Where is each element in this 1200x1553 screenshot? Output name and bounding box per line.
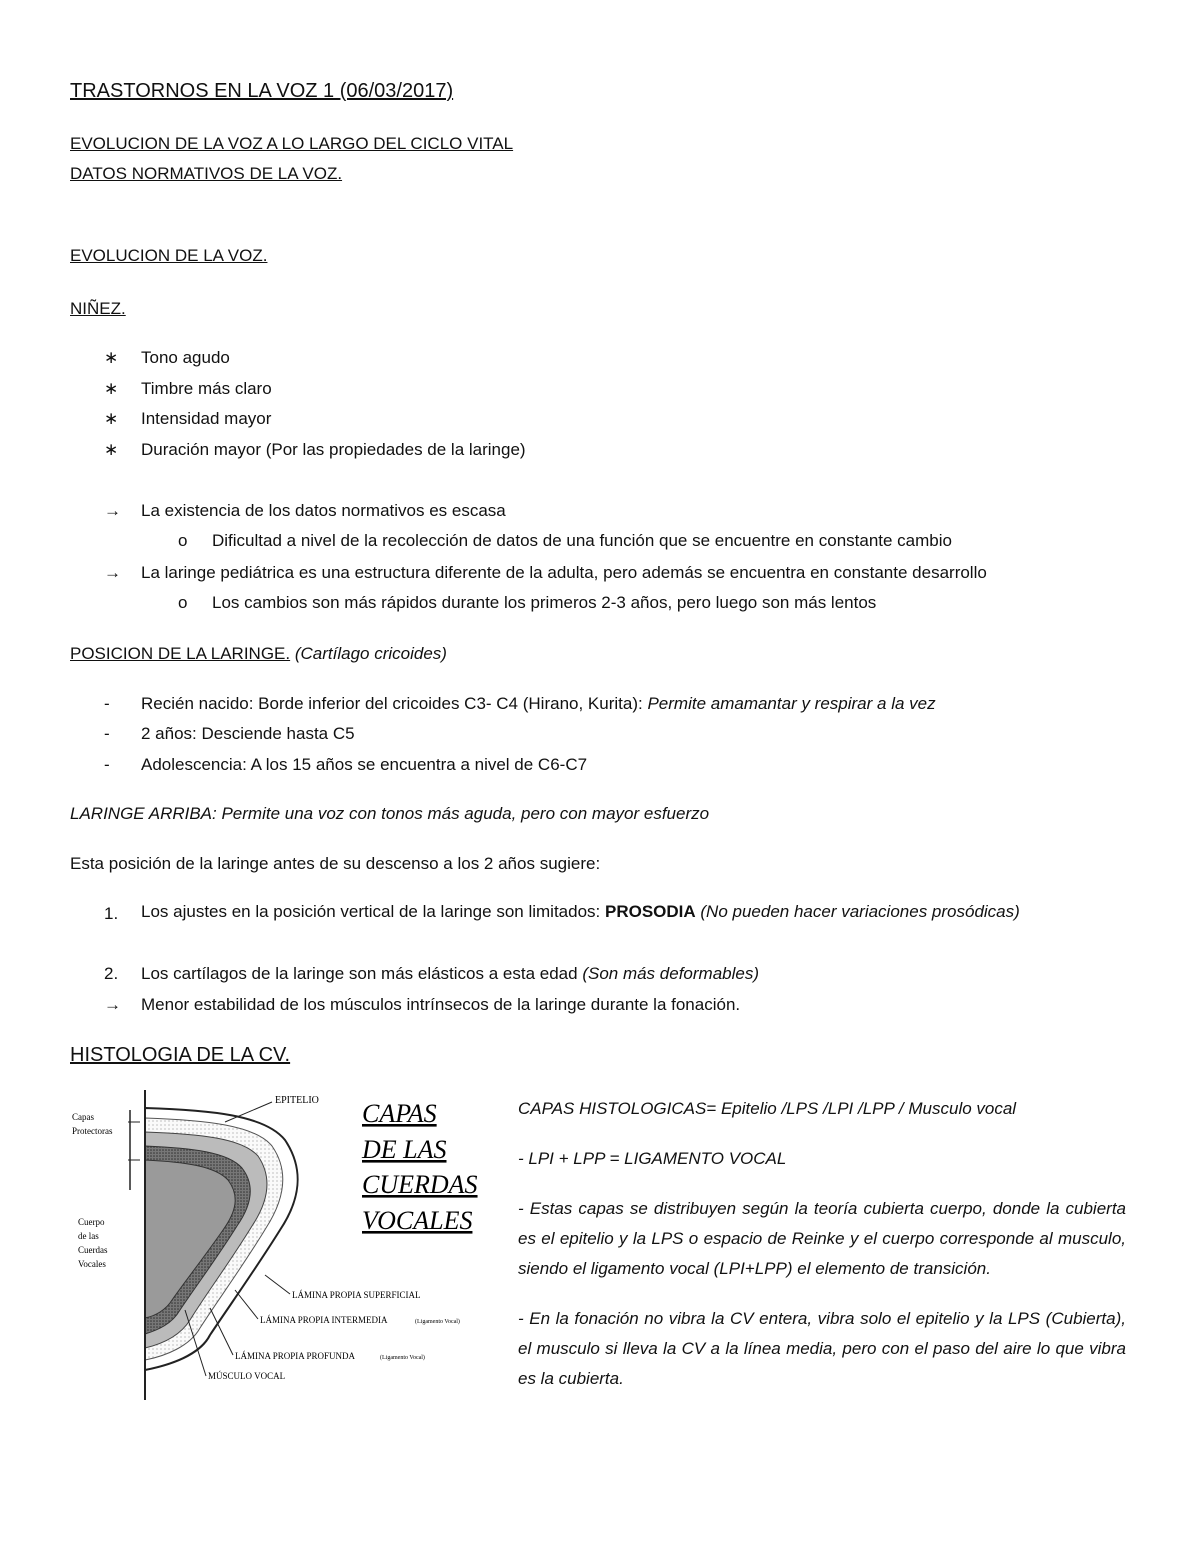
label-capas: Capas: [72, 1112, 94, 1122]
list-item: Duración mayor (Por las propiedades de la laringe): [141, 440, 526, 459]
posicion-note: (Cartílago cricoides): [294, 644, 447, 663]
label-lps: LÁMINA PROPIA SUPERFICIAL: [292, 1290, 421, 1300]
capas-histologicas: CAPAS HISTOLOGICAS= Epitelio /LPS /LPI /LPP / Musculo vocal: [518, 1099, 1017, 1118]
dash-item-text: Recién nacido: Borde inferior del cricoides C3- C4 (Hirano, Kurita):: [141, 694, 648, 713]
dash-item-2-anos: 2 años: Desciende hasta C5: [141, 724, 355, 743]
number-marker: 1.: [104, 904, 119, 923]
figure-title-1: CAPAS: [362, 1099, 437, 1128]
star-bullet: ∗: [104, 379, 119, 398]
label-lpp: LÁMINA PROPIA PROFUNDA: [235, 1351, 356, 1361]
posicion-heading: POSICION DE LA LARINGE.: [70, 644, 291, 663]
subtitle-datos-normativos: DATOS NORMATIVOS DE LA VOZ.: [70, 164, 343, 183]
ligamento-vocal: - LPI + LPP = LIGAMENTO VOCAL: [518, 1149, 787, 1168]
fonacion-note: - En la fonación no vibra la CV entera, vibra solo el epitelio y la LPS (Cubierta), el musculo si lleva la CV a la línea media, pero con el paso del aire lo que vibra es la cubierta.: [518, 1309, 1126, 1388]
dash-bullet: -: [104, 755, 110, 774]
label-lpp-note: (Ligamento Vocal): [380, 1355, 425, 1361]
sub-item-cambios: Los cambios son más rápidos durante los primeros 2-3 años, pero luego son más lentos: [212, 593, 877, 612]
sub-item-dificultad: Dificultad a nivel de la recolección de datos de una función que se encuentre en constante cambio: [212, 531, 952, 550]
subtitle-ciclo-vital: EVOLUCION DE LA VOZ A LO LARGO DEL CICLO VITAL: [70, 134, 514, 153]
laringe-arriba: LARINGE ARRIBA: Permite una voz con tonos más aguda, pero con mayor esfuerzo: [70, 804, 710, 823]
teoria-cubierta-cuerpo: - Estas capas se distribuyen según la teoría cubierta cuerpo, donde la cubierta es el epitelio y la LPS o espacio de Reinke y el cuerpo corresponde al musculo, siendo el ligamento vocal (LPI+LPP) el elemento de transición.: [518, 1199, 1126, 1278]
list-item: Timbre más claro: [141, 379, 272, 398]
label-cuerpo-1: Cuerpo: [78, 1217, 105, 1227]
dash-item-recien-nacido: [141, 693, 936, 715]
circle-bullet: o: [178, 593, 188, 612]
dash-item-adolescencia: Adolescencia: A los 15 años se encuentra a nivel de C6-C7: [141, 755, 588, 774]
label-cuerpo-3: Cuerdas: [78, 1245, 108, 1255]
prosodia-bold: PROSODIA: [604, 902, 696, 921]
arrow-item-datos: La existencia de los datos normativos es escasa: [141, 501, 506, 520]
numbered-item-text: Los cartílagos de la laringe son más elásticos a esta edad: [141, 964, 583, 983]
star-bullet: ∗: [104, 409, 119, 428]
label-protectoras: Protectoras: [72, 1126, 113, 1136]
section-histologia: HISTOLOGIA DE LA CV.: [70, 1044, 291, 1066]
dash-bullet: -: [104, 724, 110, 743]
list-item: Intensidad mayor: [141, 409, 272, 428]
number-marker: 2.: [104, 964, 119, 983]
list-item: Tono agudo: [141, 348, 230, 367]
arrow-item-estabilidad: Menor estabilidad de los músculos intrínsecos de la laringe durante la fonación.: [141, 995, 741, 1014]
numbered-item-text: Los ajustes en la posición vertical de la laringe son limitados:: [141, 902, 605, 921]
label-epitelio: EPITELIO: [275, 1095, 319, 1106]
figure-title-3: CUERDAS: [362, 1170, 478, 1199]
histology-notes: [518, 1094, 1126, 1394]
numbered-item-cartilagos: [141, 963, 759, 985]
circle-bullet: o: [178, 531, 188, 550]
arrow-bullet: →: [104, 563, 121, 582]
section-evolucion: EVOLUCION DE LA VOZ.: [70, 246, 268, 265]
posicion-heading-line: [70, 643, 447, 665]
numbered-item-ajustes: [141, 897, 1126, 927]
label-lpi-note: (Ligamento Vocal): [415, 1319, 460, 1325]
sugiere-line: Esta posición de la laringe antes de su descenso a los 2 años sugiere:: [70, 854, 601, 873]
vocal-fold-layers-figure: [60, 1080, 500, 1405]
numbered-item-italic: (No pueden hacer variaciones prosódicas): [695, 902, 1020, 921]
label-musculo: MÚSCULO VOCAL: [208, 1371, 286, 1381]
arrow-bullet: →: [104, 501, 121, 520]
star-bullet: ∗: [104, 348, 119, 367]
doc-title: TRASTORNOS EN LA VOZ 1 (06/03/2017): [70, 80, 454, 102]
figure-title-2: DE LAS: [362, 1135, 447, 1164]
star-bullet: ∗: [104, 440, 119, 459]
figure-title-4: VOCALES: [362, 1206, 473, 1235]
label-lpi: LÁMINA PROPIA INTERMEDIA: [260, 1315, 388, 1325]
label-cuerpo-2: de las: [78, 1231, 99, 1241]
section-ninez: NIÑEZ.: [70, 299, 126, 318]
numbered-item-italic: (Son más deformables): [582, 964, 759, 983]
arrow-bullet: →: [104, 995, 121, 1014]
dash-bullet: -: [104, 694, 110, 713]
label-cuerpo-4: Vocales: [78, 1259, 106, 1269]
arrow-item-pediatrica: La laringe pediátrica es una estructura diferente de la adulta, pero además se encuentra en constante desarrollo: [141, 563, 987, 582]
dash-item-italic: Permite amamantar y respirar a la vez: [647, 694, 936, 713]
